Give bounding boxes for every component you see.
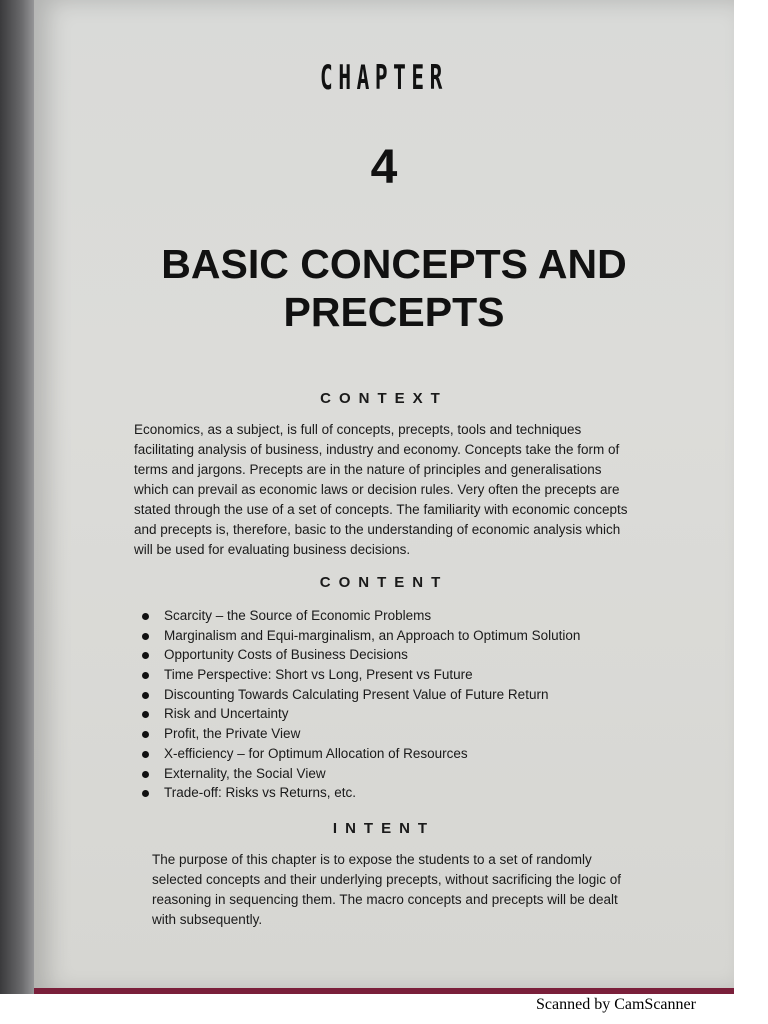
list-item <box>138 764 580 784</box>
chapter-number: 4 <box>370 141 398 194</box>
list-item-text: Discounting Towards Calculating Present Value of Future Return <box>164 686 549 702</box>
bullet-icon <box>142 731 149 738</box>
chapter-title-line-2: PRECEPTS <box>283 289 505 335</box>
chapter-title-line-1: BASIC CONCEPTS AND <box>161 241 627 287</box>
bullet-icon <box>142 633 149 640</box>
intent-paragraph: The purpose of this chapter is to expose the students to a set of randomly selected concepts and their underlying precepts, without sacrificing the logic of reasoning in sequencing them. The macro concepts and precepts will be dealt with subsequently. <box>152 852 622 927</box>
list-item <box>138 606 580 626</box>
list-item-text: Scarcity – the Source of Economic Problems <box>164 608 432 623</box>
bullet-icon <box>142 652 149 659</box>
list-item <box>138 626 580 646</box>
list-item <box>138 665 580 685</box>
scan-background-left <box>0 0 36 994</box>
list-item-text: Opportunity Costs of Business Decisions <box>164 647 408 663</box>
list-item <box>138 724 580 744</box>
context-paragraph: Economics, as a subject, is full of concepts, precepts, tools and techniques facilitating analysis of business, industry and economy. Concepts take the form of terms and jargons. Precepts are in the nature of principles and generalisations which can prevail as economic laws or decision rules. Very often the precepts are stated through the use of a set of concepts. The familiarity with economic concepts and precepts is, therefore, basic to the understanding of economic analysis which will be used for evaluating business decisions. <box>134 422 628 557</box>
bullet-icon <box>142 790 149 797</box>
list-item <box>138 645 580 665</box>
bullet-icon <box>142 672 149 679</box>
bullet-icon <box>142 711 149 718</box>
list-item-text: Externality, the Social View <box>164 765 326 781</box>
list-item <box>138 704 580 724</box>
scan-background-right <box>734 0 768 994</box>
list-item <box>138 744 580 764</box>
scanner-watermark: Scanned by CamScanner <box>536 996 696 1013</box>
context-heading: CONTEXT <box>320 390 448 407</box>
bullet-icon <box>142 692 149 699</box>
list-item-text: Risk and Uncertainty <box>164 706 289 722</box>
list-item <box>138 783 580 803</box>
list-item-text: X-efficiency – for Optimum Allocation of Resources <box>164 745 468 761</box>
chapter-title <box>74 240 714 336</box>
list-item <box>138 685 580 705</box>
bullet-icon <box>142 613 149 620</box>
content-list <box>138 606 580 803</box>
list-item-text: Trade-off: Risks vs Returns, etc. <box>164 785 357 801</box>
list-item-text: Marginalism and Equi-marginalism, an Approach to Optimum Solution <box>164 627 581 643</box>
book-page <box>34 0 734 994</box>
chapter-label: CHAPTER <box>320 58 448 98</box>
intent-heading: INTENT <box>332 820 436 837</box>
list-item-text: Time Perspective: Short vs Long, Present vs Future <box>164 667 473 683</box>
page-bottom-edge <box>34 988 734 994</box>
bullet-icon <box>142 771 149 778</box>
content-heading: CONTENT <box>319 574 449 591</box>
list-item-text: Profit, the Private View <box>164 726 301 742</box>
bullet-icon <box>142 751 149 758</box>
